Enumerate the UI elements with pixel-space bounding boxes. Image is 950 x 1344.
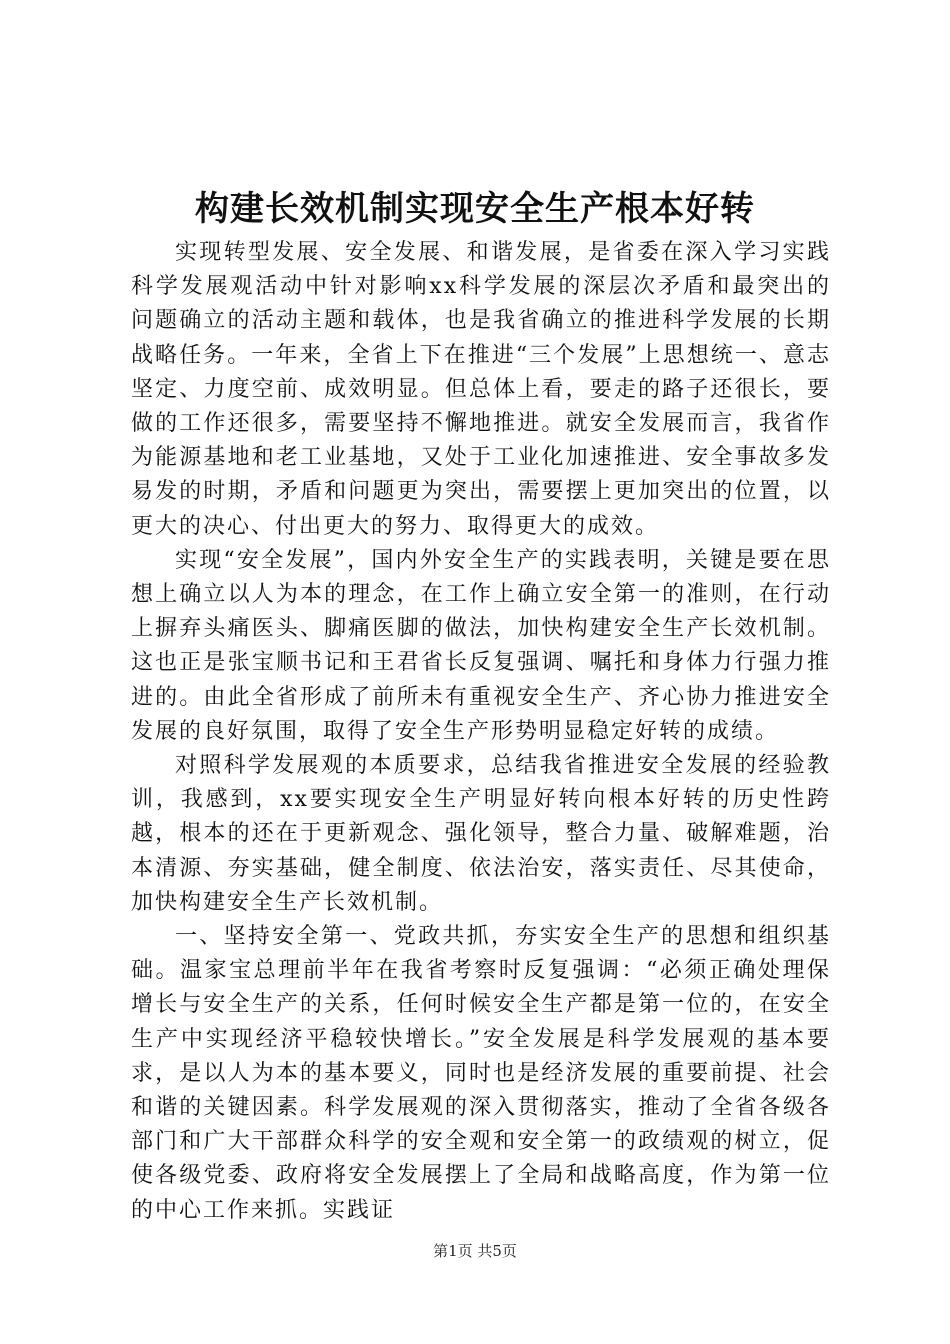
paragraph: 对照科学发展观的本质要求，总结我省推进安全发展的经验教训，我感到，xx要实现安全生产明显好转向根本好转的历史性跨越，根本的还在于更新观念、强化领导，整合力量、破解难题，治本清源、夯实基础，健全制度、依法治安，落实责任、尽其使命，加快构建安全生产长效机制。 [131,753,831,915]
paragraph: 实现转型发展、安全发展、和谐发展，是省委在深入学习实践科学发展观活动中针对影响xx科学发展的深层次矛盾和最突出的问题确立的活动主题和载体，也是我省确立的推进科学发展的长期战略任务。一年来，全省上下在推进“三个发展”上思想统一、意志坚定、力度空前、成效明显。但总体上看，要走的路子还很长，要做的工作还很多，需要坚持不懈地推进。就安全发展而言，我省作为能源基地和老工业基地，又处于工业化加速推进、安全事故多发易发的时期，矛盾和问题更为突出，需要摆上更加突出的位置，以更大的决心、付出更大的努力、取得更大的成效。 [131,240,831,539]
document-body [131,236,831,1228]
paragraph: 实现“安全发展”，国内外安全生产的实践表明，关键是要在思想上确立以人为本的理念，在工作上确立安全第一的准则，在行动上摒弃头痛医头、脚痛医脚的做法，加快构建安全生产长效机制。这也正是张宝顺书记和王君省长反复强调、嘱托和身体力行强力推进的。由此全省形成了前所未有重视安全生产、齐心协力推进安全发展的良好氛围，取得了安全生产形势明显稳定好转的成绩。 [131,547,831,744]
document-title: 构建长效机制实现安全生产根本好转 [195,189,755,229]
page-number-footer: 第1页 共5页 [433,1242,517,1260]
paragraph: 一、坚持安全第一、党政共抓，夯实安全生产的思想和组织基础。温家宝总理前半年在我省考察时反复强调：“必须正确处理保增长与安全生产的关系，任何时候安全生产都是第一位的，在安全生产中实现经济平稳较快增长。”安全发展是科学发展观的基本要求，是以人为本的基本要义，同时也是经济发展的重要前提、社会和谐的关键因素。科学发展观的深入贯彻落实，推动了全省各级各部门和广大干部群众科学的安全观和安全第一的政绩观的树立，促使各级党委、政府将安全发展摆上了全局和战略高度，作为第一位的中心工作来抓。实践证 [131,924,831,1223]
